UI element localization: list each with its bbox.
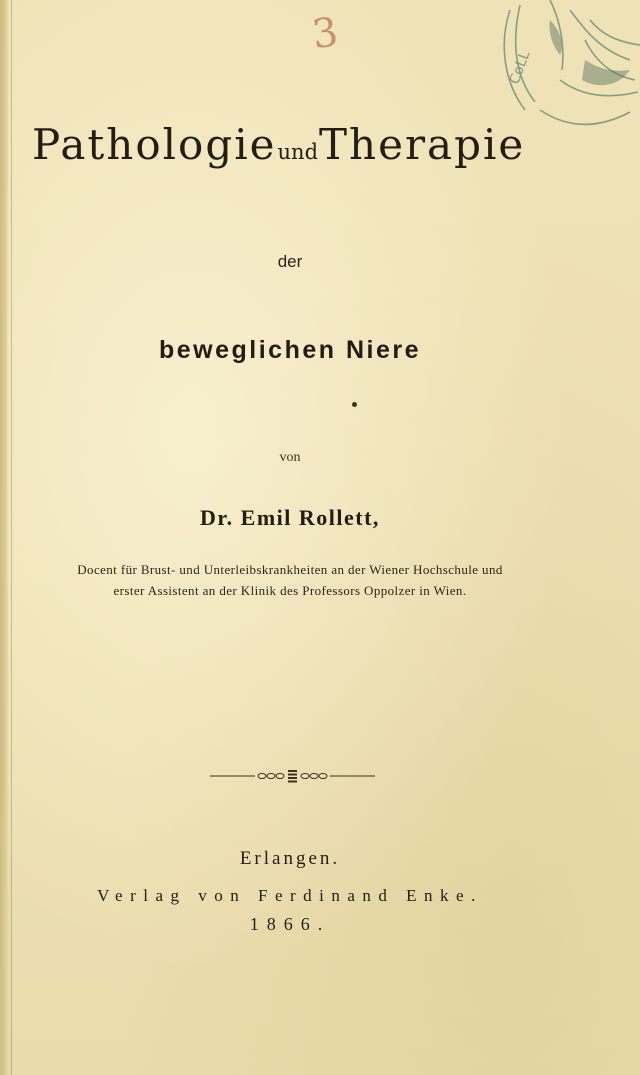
by-word: von [279,450,301,465]
author-name: Dr. Emil Rollett, [200,505,380,530]
publication-year: 1866. [249,914,331,934]
author-affiliation-line1: Docent für Brust- und Unterleibskrankheiten an der Wiener Hochschule und [77,562,503,577]
handwritten-number [300,0,360,60]
svg-text:CoLL: CoLL [506,48,534,87]
title-connector: und [277,140,319,164]
svg-text:3: 3 [309,9,341,59]
publisher: Verlag von Ferdinand Enke. [97,886,483,905]
title-part2: Therapie [319,120,526,169]
ornament-divider [210,768,375,784]
preposition: der [277,252,303,271]
title-part1: Pathologie [32,120,277,169]
subject-title: beweglichen Niere [158,336,422,364]
author-affiliation-line2: erster Assistent an der Klinik des Professors Oppolzer in Wien. [113,583,467,598]
publication-place: Erlangen. [239,848,341,869]
ink-dot [352,402,357,407]
book-title [32,120,608,169]
library-stamp [490,0,640,135]
